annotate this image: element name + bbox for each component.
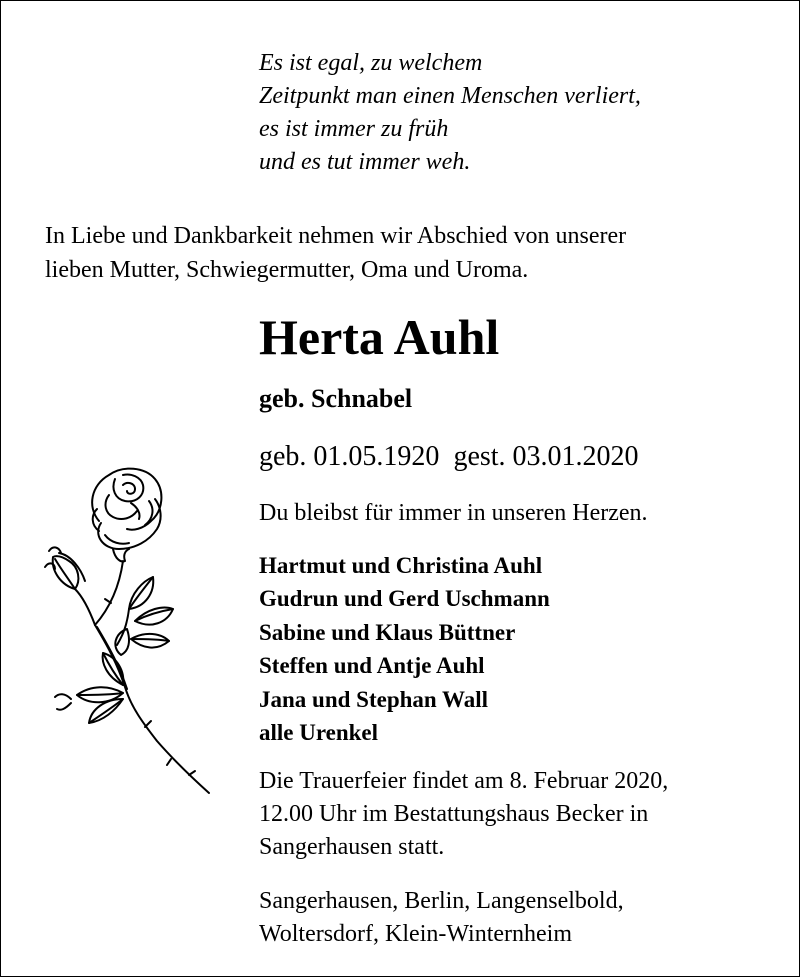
life-dates bbox=[259, 439, 639, 475]
mourner: Jana und Stephan Wall bbox=[259, 686, 489, 712]
deceased-name: Herta Auhl bbox=[259, 309, 500, 365]
mourners-list bbox=[259, 549, 550, 749]
places-line: Sangerhausen, Berlin, Langenselbold, bbox=[259, 888, 624, 914]
mourner: Sabine und Klaus Büttner bbox=[259, 619, 516, 645]
poem-line: es ist immer zu früh bbox=[259, 116, 449, 142]
funeral-line: Sangerhausen statt. bbox=[259, 834, 445, 860]
death-date: gest. 03.01.2020 bbox=[453, 441, 639, 472]
funeral-info bbox=[259, 765, 668, 864]
funeral-line: 12.00 Uhr im Bestattungshaus Becker in bbox=[259, 801, 649, 827]
mourner: Hartmut und Christina Auhl bbox=[259, 553, 543, 578]
maiden-name: geb. Schnabel bbox=[259, 384, 413, 413]
poem-line: und es tut immer weh. bbox=[259, 149, 471, 175]
motto: Du bleibst für immer in unseren Herzen. bbox=[259, 500, 648, 526]
funeral-line: Die Trauerfeier findet am 8. Februar 2020, bbox=[259, 768, 669, 794]
birth-date: geb. 01.05.1920 bbox=[259, 441, 440, 472]
intro-line: In Liebe und Dankbarkeit nehmen wir Abschied von unserer bbox=[45, 223, 627, 249]
poem-line: Zeitpunkt man einen Menschen verliert, bbox=[259, 83, 641, 109]
rose-icon bbox=[31, 449, 221, 809]
places-line: Woltersdorf, Klein-Winternheim bbox=[259, 921, 573, 947]
mourner: Gudrun und Gerd Uschmann bbox=[259, 586, 550, 612]
poem-line: Es ist egal, zu welchem bbox=[259, 50, 483, 76]
places bbox=[259, 885, 624, 951]
mourner: Steffen und Antje Auhl bbox=[259, 653, 485, 679]
poem bbox=[259, 47, 641, 179]
mourner: alle Urenkel bbox=[259, 720, 379, 746]
intro-text bbox=[45, 219, 626, 287]
intro-line: lieben Mutter, Schwiegermutter, Oma und Uroma. bbox=[45, 257, 529, 283]
